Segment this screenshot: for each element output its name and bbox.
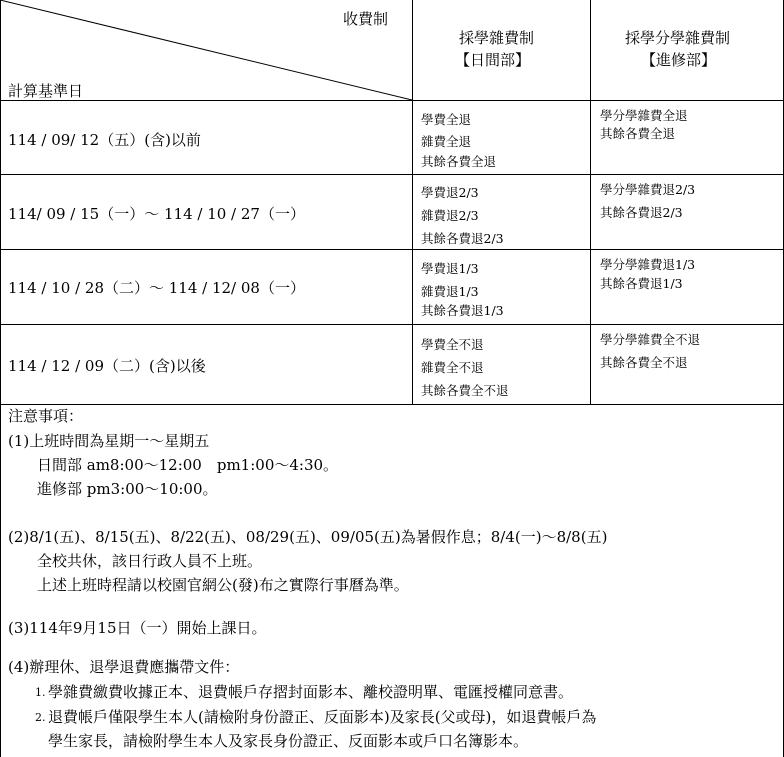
row-2-eve-1: 學分學雜費退2/3 — [600, 182, 696, 197]
notes-title: 注意事項： — [8, 407, 84, 425]
note-2-line-1: (2)8/1(五)、8/15(五)、8/22(五)、08/29(五)、09/05(五)為暑假作息；8/4(一)～8/8(五) — [8, 528, 608, 546]
row-1-day-3: 其餘各費全退 — [421, 154, 497, 169]
row-1-eve-2: 其餘各費全退 — [600, 126, 676, 141]
note-4-line-1: (4)辦理休、退學退費應攜帶文件： — [8, 658, 240, 676]
row-3-date: 114 / 10 / 28（二）～ 114 / 12/ 08（一） — [8, 279, 305, 297]
note-4-item-1: 學雜費繳費收據正本、退費帳戶存摺封面影本、離校證明單、電匯授權同意書。 — [48, 683, 574, 701]
note-2-line-2: 全校共休，該日行政人員不上班。 — [37, 552, 263, 570]
note-3-line-1: (3)114年9月15日（一）開始上課日。 — [8, 619, 267, 637]
row-3-day-2: 雜費退1/3 — [421, 284, 479, 299]
row-4-eve-2: 其餘各費全不退 — [600, 355, 688, 370]
note-2-line-3: 上述上班時程請以校園官網公(發)布之實際行事曆為準。 — [37, 576, 409, 594]
row-divider-4 — [0, 404, 784, 405]
header-evening-sub: 【進修部】 — [641, 51, 717, 69]
note-1-line-2: 日間部 am8:00～12:00 pm1:00～4:30。 — [37, 456, 339, 474]
row-2-eve-2: 其餘各費退2/3 — [600, 205, 683, 220]
note-1-line-3: 進修部 pm3:00～10:00。 — [37, 480, 218, 498]
row-2-date: 114/ 09 / 15（一）～ 114 / 10 / 27（一） — [8, 205, 305, 223]
column-divider-2 — [590, 0, 591, 404]
note-4-item-2-line-1: 退費帳戶僅限學生本人(請檢附身份證正、反面影本)及家長(父或母)，如退費帳戶為 — [48, 708, 597, 726]
header-fee-system: 收費制 — [343, 10, 389, 28]
header-day-sub: 【日間部】 — [455, 51, 531, 69]
row-2-day-3: 其餘各費退2/3 — [421, 231, 504, 246]
row-3-day-1: 學費退1/3 — [421, 261, 479, 276]
row-1-date: 114 / 09/ 12（五）(含)以前 — [8, 131, 201, 149]
row-3-eve-1: 學分學雜費退1/3 — [600, 257, 696, 272]
note-4-item-2-number: 2. — [35, 711, 46, 724]
row-3-day-3: 其餘各費退1/3 — [421, 303, 504, 318]
header-base-date: 計算基準日 — [8, 82, 84, 100]
header-day-title: 採學雜費制 — [459, 29, 535, 47]
row-divider-2 — [0, 249, 784, 250]
row-divider-3 — [0, 324, 784, 325]
row-4-day-3: 其餘各費全不退 — [421, 383, 509, 398]
row-3-eve-2: 其餘各費退1/3 — [600, 276, 683, 291]
row-1-eve-1: 學分學雜費全退 — [600, 108, 688, 123]
row-4-day-1: 學費全不退 — [421, 337, 484, 352]
row-1-day-2: 雜費全退 — [421, 134, 472, 149]
row-divider-1 — [0, 174, 784, 175]
table-border-left — [0, 0, 1, 757]
row-2-day-1: 學費退2/3 — [421, 185, 479, 200]
note-4-item-1-number: 1. — [35, 686, 46, 699]
row-4-date: 114 / 12 / 09（二）(含)以後 — [8, 357, 206, 375]
row-4-day-2: 雜費全不退 — [421, 360, 484, 375]
row-1-day-1: 學費全退 — [421, 112, 472, 127]
row-2-day-2: 雜費退2/3 — [421, 208, 479, 223]
header-evening-title: 採學分學雜費制 — [625, 29, 731, 47]
note-1-line-1: (1)上班時間為星期一～星期五 — [8, 432, 210, 450]
note-4-item-2-line-2: 學生家長，請檢附學生本人及家長身份證正、反面影本或戶口名簿影本。 — [48, 732, 529, 750]
row-4-eve-1: 學分學雜費全不退 — [600, 332, 701, 347]
